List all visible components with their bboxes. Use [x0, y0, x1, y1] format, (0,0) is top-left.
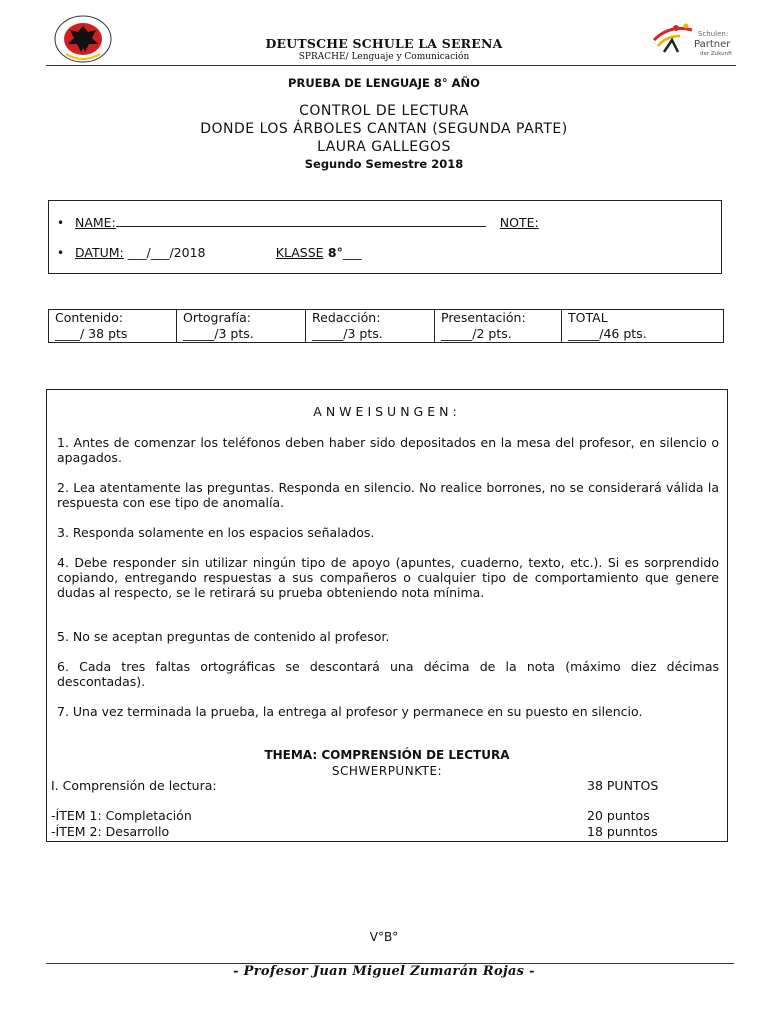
- note-label: NOTE:: [499, 215, 539, 230]
- instruction-item: 4. Debe responder sin utilizar ningún tipo de apoyo (apuntes, cuaderno, texto, etc.). Si es sorprendido copiando, entregando respuestas a sus compañeros o cualquier tipo de comportamiento que genere dudas al respecto, se le retirará su prueba obteniendo nota mínima.: [57, 555, 719, 600]
- scores-table: [48, 309, 724, 343]
- name-row: [57, 215, 539, 230]
- instruction-item: 3. Responda solamente en los espacios señalados.: [57, 525, 375, 540]
- klasse-value: 8°: [323, 245, 343, 260]
- section-points: 38 PUNTOS: [587, 778, 659, 793]
- datum-field[interactable]: ___/___/2018: [123, 245, 206, 260]
- klasse-field[interactable]: ___: [342, 245, 362, 260]
- score-cell-contenido: Contenido: ____/ 38 pts: [49, 310, 177, 343]
- teacher-signature: - Profesor Juan Miguel Zumarán Rojas -: [233, 964, 535, 979]
- score-cell-redaccion: Redacción: _____/3 pts.: [306, 310, 435, 343]
- exam-author: LAURA GALLEGOS: [317, 139, 451, 155]
- section-label: -ÍTEM 2: Desarrollo: [51, 824, 170, 839]
- instruction-item: 6. Cada tres faltas ortográficas se descontará una décima de la nota (máximo diez décimas descontadas).: [57, 659, 719, 689]
- name-field[interactable]: [116, 215, 486, 227]
- bullet-icon: •: [57, 216, 65, 230]
- section-points: 20 puntos: [587, 808, 650, 823]
- exam-subtitle-1: CONTROL DE LECTURA: [299, 103, 469, 119]
- school-name: DEUTSCHE SCHULE LA SERENA: [265, 36, 503, 51]
- score-cell-total: TOTAL _____/46 pts.: [562, 310, 724, 343]
- klasse-label: KLASSE: [275, 245, 324, 260]
- svg-text:der Zukunft: der Zukunft: [700, 51, 733, 57]
- section-points: 18 punntos: [587, 824, 658, 839]
- theme-heading: [47, 748, 727, 762]
- instruction-item: 5. No se aceptan preguntas de contenido al profesor.: [57, 629, 390, 644]
- datum-label: DATUM:: [75, 245, 124, 260]
- instructions-box: [46, 389, 728, 842]
- focus-heading: SCHWERPUNKTE:: [331, 764, 443, 778]
- svg-text:Schulen:: Schulen:: [698, 30, 729, 38]
- school-subtitle: SPRACHE/ Lenguaje y Comunicación: [298, 52, 470, 62]
- instruction-item: 7. Una vez terminada la prueba, la entrega al profesor y permanece en su puesto en silencio.: [57, 704, 643, 719]
- section-label: -ÍTEM 1: Completación: [51, 808, 192, 823]
- score-cell-ortografia: Ortografía: _____/3 pts.: [177, 310, 306, 343]
- exam-subtitle-2: DONDE LOS ÁRBOLES CANTAN (SEGUNDA PARTE): [200, 121, 568, 137]
- instruction-item: 1. Antes de comenzar los teléfonos deben haber sido depositados en la mesa del profesor, en silencio o apagados.: [57, 435, 719, 465]
- section-label: I. Comprensión de lectura:: [51, 778, 217, 793]
- name-label: NAME:: [75, 215, 116, 230]
- datum-row: [57, 245, 362, 260]
- svg-text:Partner: Partner: [694, 39, 731, 50]
- exam-title: PRUEBA DE LENGUAJE 8° AÑO: [288, 76, 480, 90]
- score-cell-presentacion: Presentación: _____/2 pts.: [435, 310, 562, 343]
- exam-semester: Segundo Semestre 2018: [304, 157, 464, 171]
- header-divider: [46, 65, 736, 66]
- theme-label: THEMA: [264, 748, 313, 762]
- bullet-icon: •: [57, 246, 65, 260]
- instruction-item: 2. Lea atentamente las preguntas. Responda en silencio. No realice borrones, no se considerará válida la respuesta con ese tipo de anomalía.: [57, 480, 719, 510]
- instructions-heading: ANWEISUNGEN:: [313, 404, 461, 419]
- approval-mark: V°B°: [369, 930, 399, 944]
- student-info-box: [48, 200, 722, 274]
- theme-value: : COMPRENSIÓN DE LECTURA: [312, 748, 510, 762]
